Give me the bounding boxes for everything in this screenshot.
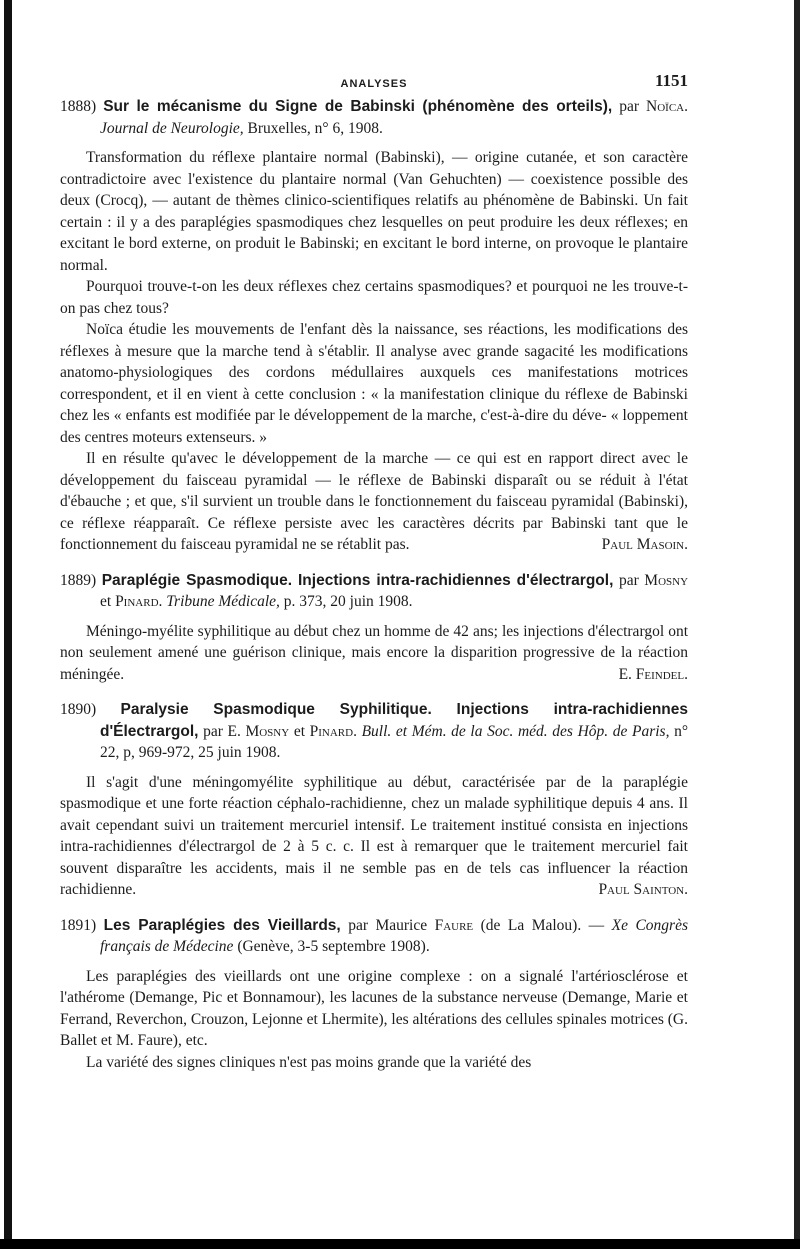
entry-citation: p. 373, 20 juin 1908. <box>283 593 413 610</box>
entry-closing-paragraph <box>60 621 688 686</box>
entry-paragraph: Il s'agit d'une méningomyélite syphilitique au début, caractérisée par de la paraplégie spasmodique et une forte réaction céphalo-rachidienne, chez un malade syphilitique depuis 4 ans. Il avait cependant suivi un traitement mercuriel intensif. Le traitement institué consista en injections intra-rachidiennes d'électrargol de 2 à 5 c. c. Il est à remarquer que le traitement mercuriel fait souvent disparaître les accidents, mais il ne semble pas en de tels cas influencer la réaction rachidienne. <box>60 773 688 898</box>
book-page <box>60 70 688 1073</box>
entry-number: 1888) <box>60 98 97 115</box>
entry-journal: Journal de Neurologie, <box>100 119 244 137</box>
entry-by: par <box>203 722 223 740</box>
entry-heading <box>60 699 688 764</box>
abstract-entry-1891 <box>60 915 688 1074</box>
entry-journal: Tribune Médicale, <box>166 593 280 610</box>
entry-by: par Maurice <box>348 916 428 934</box>
entry-and: et <box>293 722 305 740</box>
entry-heading <box>60 96 688 139</box>
reviewer-signature: Paul Sainton. <box>598 881 688 898</box>
entry-paragraph: Méningo-myélite syphilitique au début chez un homme de 42 ans; les injections d'électrargol ont non seulement amené une guérison clinique, mais encore la disparition progressive de la réaction méningée. <box>60 622 688 683</box>
entry-affiliation: (de La Malou). — <box>480 916 605 934</box>
entry-citation: n° 22, p, 969-972, 25 juin 1908. <box>100 722 689 761</box>
entry-paragraph: Pourquoi trouve-t-on les deux réflexes chez certains spasmodiques? et pourquoi ne les trouve-t-on pas chez tous? <box>60 278 688 317</box>
entry-citation: (Genève, 3-5 septembre 1908). <box>237 938 430 955</box>
abstract-entry-1889 <box>60 570 688 686</box>
page-number: 1151 <box>654 71 688 90</box>
entry-journal: Xe Congrès français de Médecine <box>100 916 688 955</box>
entry-author: E. Mosny <box>227 722 290 740</box>
entry-number: 1889) <box>60 571 97 589</box>
entry-author-2: Pinard. <box>115 593 163 610</box>
entry-author: Noïca. <box>646 98 689 115</box>
entry-paragraph: Noïca étudie les mouvements de l'enfant dès la naissance, ses réactions, les modifications des réflexes à mesure que la marche tend à s'établir. Il analyse avec grande sagacité les modifications anatomo-physiologiques des cordons médullaires auxquels ces manifestations motrices correspondent, et il en vient à cette conclusion : « la manifestation clinique du réflexe de Babinski chez les « enfants est modifiée par le développement de la marche, c'est-à-dire du déve- « loppement des centres moteurs extenseurs. » <box>60 321 688 446</box>
entry-heading <box>60 570 688 613</box>
abstract-entry-1890 <box>60 699 688 901</box>
entry-paragraph: Il en résulte qu'avec le développement de la marche — ce qui est en rapport direct avec le développement du faisceau pyramidal — le réflexe de Babinski disparaît ou se réduit à l'état d'ébauche ; et que, s'il survient un trouble dans le fonctionnement du faisceau pyramidal (Babinski), ce réflexe réapparaît. Ce réflexe persiste avec les caractères décrits par Babinski tant que le fonctionnement du faisceau pyramidal ne se rétablit pas. <box>60 450 688 553</box>
entry-paragraph: Transformation du réflexe plantaire normal (Babinski), — origine cutanée, et son caractère contradictoire avec l'existence du plantaire normal (Van Gehuchten) — coexistence possible des deux (Crocq), — autant de thèmes clinico-scientifiques relatifs au phénomène de Babinski. Un fait certain : il y a des paraplégies spasmodiques chez lesquelles on peut produire les deux réflexes; en excitant le bord externe, on produit le Babinski; en excitant le bord interne, on provoque le plantaire normal. <box>60 149 688 274</box>
entry-by: par <box>618 571 639 589</box>
entry-citation: Bruxelles, n° 6, 1908. <box>247 119 383 137</box>
entry-and: et <box>100 593 112 610</box>
scan-border-left <box>4 0 12 1249</box>
entry-by: par <box>619 98 640 115</box>
entry-paragraph: Les paraplégies des vieillards ont une origine complexe : on a signalé l'artériosclérose et l'athérome (Demange, Pic et Bonnamour), les lacunes de la substance nerveuse (Demange, Marie et Ferrand, Reverchon, Crouzon, Lejonne et Lhermite), les altérations des cellules spinales motrices (G. Ballet et M. Faure), etc. <box>60 967 688 1049</box>
entry-paragraph: La variété des signes cliniques n'est pas moins grande que la variété des <box>86 1053 532 1071</box>
entry-closing-paragraph <box>60 448 688 556</box>
entry-title: Paralysie Spasmodique Syphilitique. Injections intra-rachidiennes d'Électrargol, <box>100 701 688 740</box>
scan-border-bottom <box>0 1239 800 1249</box>
running-head <box>60 70 688 96</box>
entry-author: Mosny <box>644 571 689 589</box>
scan-border-right <box>794 0 800 1249</box>
entry-author-2: Pinard. <box>309 722 357 740</box>
running-title: ANALYSES <box>340 78 408 90</box>
entry-heading <box>60 915 688 958</box>
abstract-entry-1888 <box>60 96 688 556</box>
entry-journal: Bull. et Mém. de la Soc. méd. des Hôp. de Paris, <box>361 722 670 740</box>
entry-number: 1890) <box>60 701 97 718</box>
entry-closing-paragraph <box>60 772 688 901</box>
entry-number: 1891) <box>60 916 97 934</box>
entry-title: Les Paraplégies des Vieillards, <box>103 916 341 934</box>
entry-title: Sur le mécanisme du Signe de Babinski (phénomène des orteils), <box>103 98 613 115</box>
reviewer-signature: Paul Masoin. <box>601 536 688 553</box>
entry-author: Faure <box>434 916 474 934</box>
reviewer-signature: E. Feindel. <box>618 665 688 683</box>
entry-title: Paraplégie Spasmodique. Injections intra-rachidiennes d'électrargol, <box>101 571 614 589</box>
